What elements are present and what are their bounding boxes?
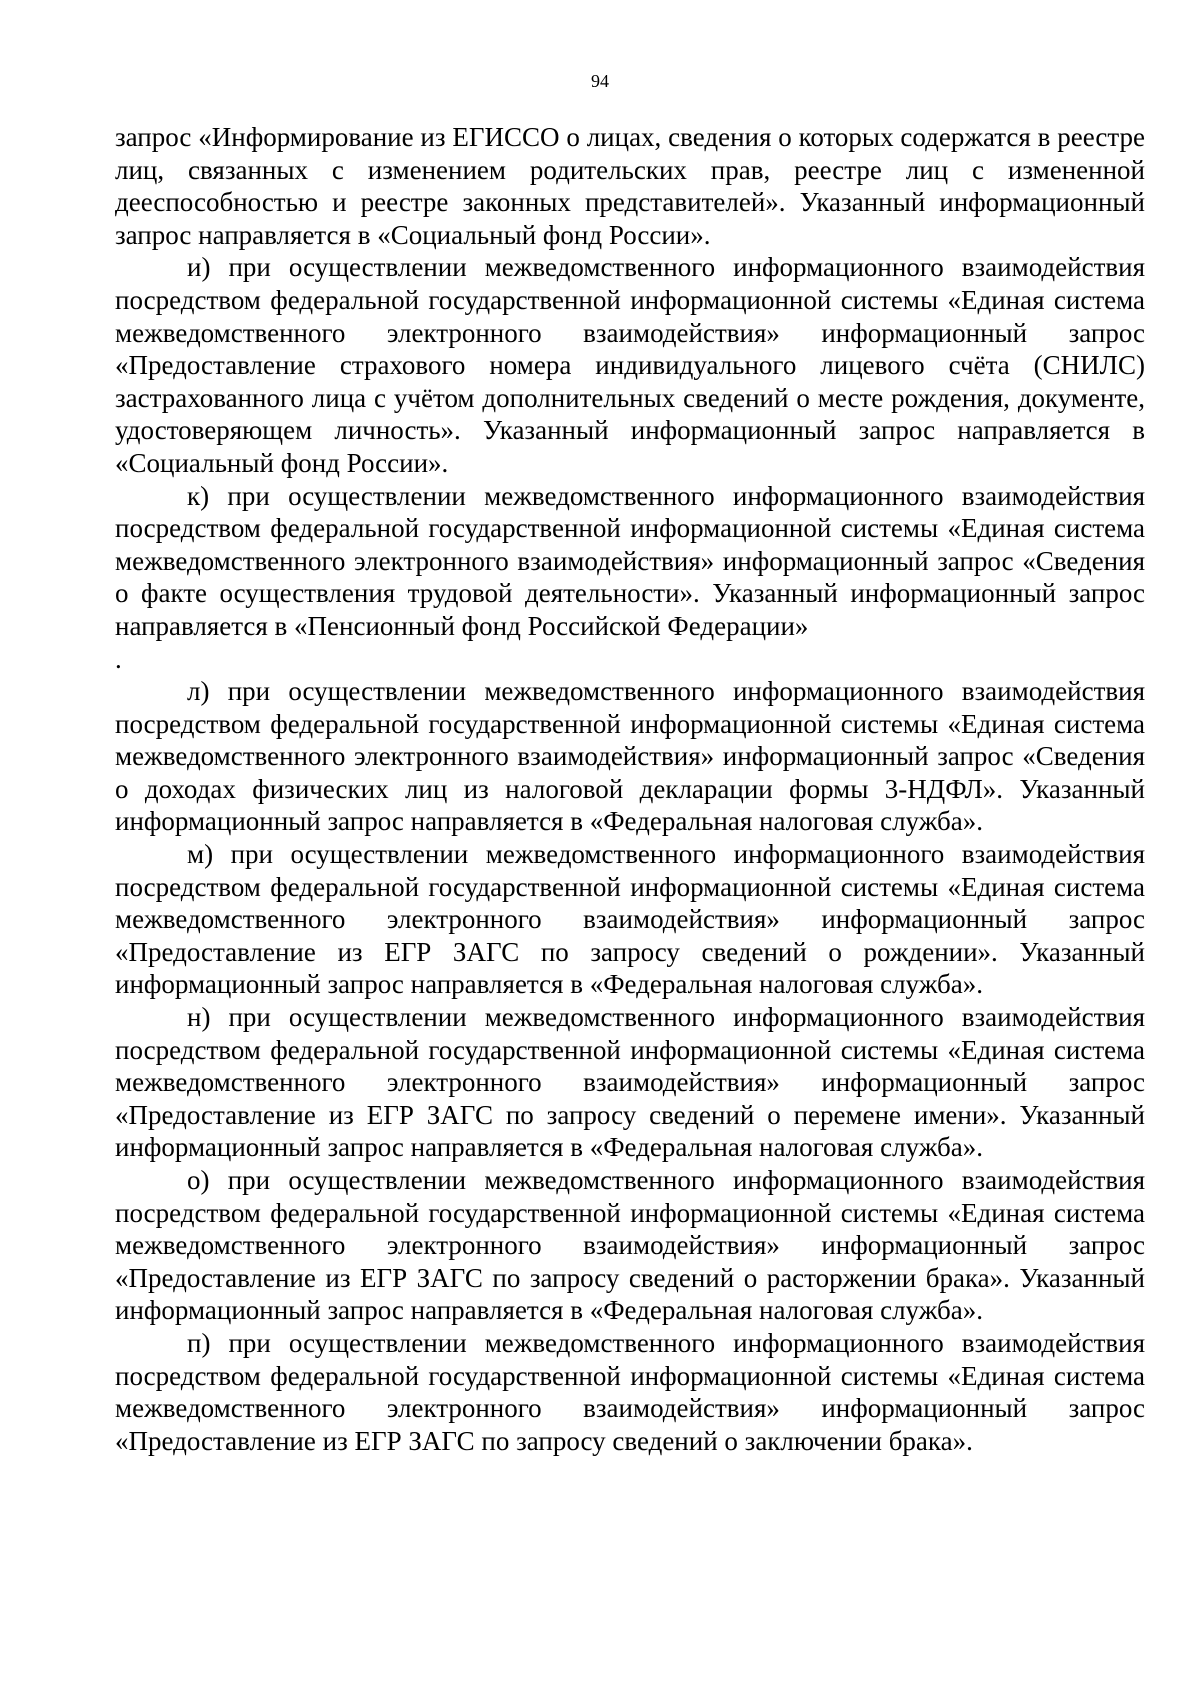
page-number: 94 (591, 71, 609, 91)
paragraph-continuation: запрос «Информирование из ЕГИССО о лицах, сведения о которых содержатся в реестре лиц, связанных с изменением родительских прав, реестре лиц с измененной дееспособностью и реестре законных представителей». Указанный информационный запрос направляется в «Социальный фонд России». (115, 122, 1145, 250)
paragraph-stray-period: . (115, 643, 122, 674)
paragraph-item-p: п) при осуществлении межведомственного информационного взаимодействия посредством федеральной государственной информационной системы «Единая система межведомственного электронного взаимодействия» информационный запрос «Предоставление из ЕГР ЗАГС по запросу сведений о заключении брака». (115, 1327, 1145, 1456)
paragraph-item-o: о) при осуществлении межведомственного информационного взаимодействия посредством федеральной государственной информационной системы «Единая система межведомственного электронного взаимодействия» информационный запрос «Предоставление из ЕГР ЗАГС по запросу сведений о расторжении брака». Указанный информационный запрос направляется в «Федеральная налоговая служба». (115, 1165, 1145, 1326)
paragraph-item-l: л) при осуществлении межведомственного информационного взаимодействия посредством федеральной государственной информационной системы «Единая система межведомственного электронного взаимодействия» информационный запрос «Сведения о доходах физических лиц из налоговой декларации формы 3-НДФЛ». Указанный информационный запрос направляется в «Федеральная налоговая служба». (115, 676, 1145, 837)
paragraph-item-i: и) при осуществлении межведомственного информационного взаимодействия посредством федеральной государственной информационной системы «Единая система межведомственного электронного взаимодействия» информационный запрос «Предоставление страхового номера индивидуального лицевого счёта (СНИЛС) застрахованного лица с учётом дополнительных сведений о месте рождения, документе, удостоверяющем личность». Указанный информационный запрос направляется в «Социальный фонд России». (115, 252, 1145, 478)
paragraph-item-m: м) при осуществлении межведомственного информационного взаимодействия посредством федеральной государственной информационной системы «Единая система межведомственного электронного взаимодействия» информационный запрос «Предоставление из ЕГР ЗАГС по запросу сведений о рождении». Указанный информационный запрос направляется в «Федеральная налоговая служба». (115, 839, 1145, 1000)
document-body (115, 121, 1145, 1457)
paragraph-item-k: к) при осуществлении межведомственного информационного взаимодействия посредством федеральной государственной информационной системы «Единая система межведомственного электронного взаимодействия» информационный запрос «Сведения о факте осуществления трудовой деятельности». Указанный информационный запрос направляется в «Пенсионный фонд Российской Федерации» (115, 480, 1145, 641)
paragraph-item-n: н) при осуществлении межведомственного информационного взаимодействия посредством федеральной государственной информационной системы «Единая система межведомственного электронного взаимодействия» информационный запрос «Предоставление из ЕГР ЗАГС по запросу сведений о перемене имени». Указанный информационный запрос направляется в «Федеральная налоговая служба». (115, 1002, 1145, 1163)
